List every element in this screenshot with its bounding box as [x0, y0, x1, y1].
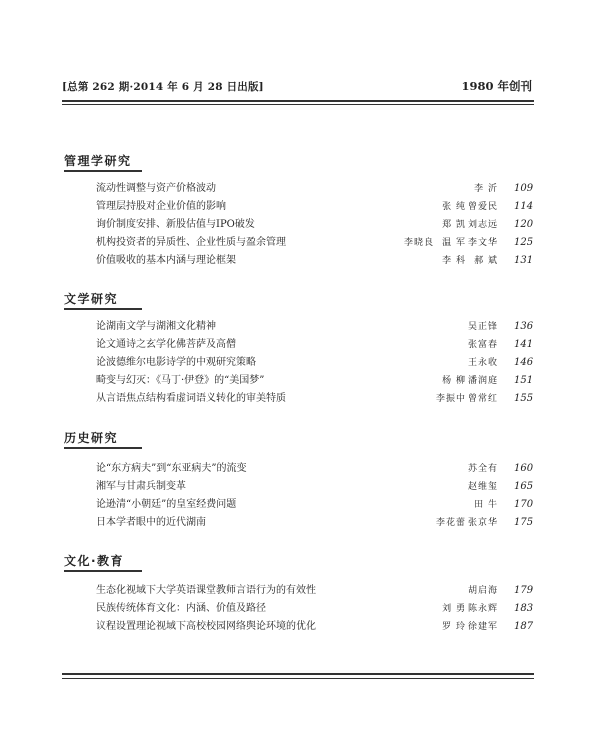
article-author: 张 纯: [442, 202, 466, 212]
list-item[interactable]: [96, 216, 540, 234]
page-number: 125: [514, 237, 534, 248]
article-author: 曾常红: [467, 394, 498, 404]
article-author: 胡启海: [467, 586, 498, 596]
article-author: 潘润庭: [467, 376, 498, 386]
article-title: 价值吸收的基本内涵与理论框架: [96, 255, 236, 266]
issue-info: [总第 262 期·2014 年 6 月 28 日出版]: [62, 80, 264, 93]
article-author: 张富春: [467, 340, 498, 350]
bottom-rule-thick: [62, 673, 534, 675]
page-number: 155: [514, 393, 534, 404]
article-title: 管理层持股对企业价值的影响: [96, 201, 226, 212]
article-author: 王永收: [467, 358, 498, 368]
list-item[interactable]: [96, 372, 540, 390]
article-author: 曾爱民: [467, 202, 498, 212]
article-title: 流动性调整与资产价格波动: [96, 183, 216, 194]
article-author: 李晓良: [403, 238, 434, 248]
bottom-rule-thin: [62, 678, 534, 679]
section-title-history: 历史研究: [64, 429, 118, 449]
list-item[interactable]: [96, 460, 540, 478]
article-title: 论文通诗之玄学化佛菩萨及高僧: [96, 339, 236, 350]
article-author: 苏全有: [467, 464, 498, 474]
page-number: 170: [514, 499, 534, 510]
list-item[interactable]: [96, 514, 540, 532]
page-number: 114: [514, 201, 534, 212]
article-author: 罗 玲: [442, 622, 466, 632]
article-author: 李花蕾: [435, 518, 466, 528]
article-author: 刘志远: [467, 220, 498, 230]
article-author: 李 科: [442, 256, 466, 266]
article-author: 郝 斌: [474, 256, 498, 266]
list-item[interactable]: [96, 496, 540, 514]
list-item[interactable]: [96, 478, 540, 496]
article-title: 从言语焦点结构看虚词语义转化的审美特质: [96, 393, 286, 404]
article-author: 徐建军: [467, 622, 498, 632]
article-author: 李振中: [435, 394, 466, 404]
page-number: 109: [514, 183, 534, 194]
list-item[interactable]: [96, 234, 540, 252]
page-number: 146: [514, 357, 534, 368]
page-number: 120: [514, 219, 534, 230]
section-title-culture-education: 文化·教育: [64, 552, 124, 572]
article-title: 湘军与甘肃兵制变革: [96, 481, 186, 492]
article-author: 田 牛: [474, 500, 498, 510]
article-author: 刘 勇: [442, 604, 466, 614]
article-title: 论波德维尔电影诗学的中观研究策略: [96, 357, 256, 368]
article-author: 赵维玺: [467, 482, 498, 492]
article-author: 李 沂: [474, 184, 498, 194]
article-author: 杨 柳: [442, 376, 466, 386]
page-number: 136: [514, 321, 534, 332]
page-header: [62, 76, 532, 96]
article-title: 论逊清“小朝廷”的皇室经费问题: [96, 499, 237, 510]
article-author: 张京华: [467, 518, 498, 528]
article-title: 机构投资者的异质性、企业性质与盈余管理: [96, 237, 286, 248]
article-title: 日本学者眼中的近代湖南: [96, 517, 206, 528]
list-item[interactable]: [96, 252, 540, 270]
list-item[interactable]: [96, 354, 540, 372]
article-title: 民族传统体育文化：内涵、价值及路径: [96, 603, 266, 614]
top-rule-thin: [62, 104, 534, 105]
page-number: 183: [514, 603, 534, 614]
article-title: 畸变与幻灭：《马丁·伊登》的“美国梦”: [96, 375, 265, 386]
list-item[interactable]: [96, 582, 540, 600]
article-title: 议程设置理论视域下高校校园网络舆论环境的优化: [96, 621, 316, 632]
list-item[interactable]: [96, 600, 540, 618]
section-title-management: 管理学研究: [64, 152, 132, 172]
page-number: 165: [514, 481, 534, 492]
page-number: 160: [514, 463, 534, 474]
page-number: 141: [514, 339, 534, 350]
top-rule-thick: [62, 100, 534, 102]
article-title: 询价制度安排、新股估值与IPO破发: [96, 219, 255, 230]
list-item[interactable]: [96, 618, 540, 636]
list-item[interactable]: [96, 180, 540, 198]
article-author: 李文华: [467, 238, 498, 248]
article-author: 吴正锋: [467, 322, 498, 332]
list-item[interactable]: [96, 336, 540, 354]
page-number: 131: [514, 255, 534, 266]
article-title: 论湖南文学与湖湘文化精神: [96, 321, 216, 332]
founded-year: 1980 年创刊: [461, 79, 532, 93]
article-title: 论“东方病夫”到“东亚病夫”的流变: [96, 463, 247, 474]
list-item[interactable]: [96, 318, 540, 336]
page-number: 179: [514, 585, 534, 596]
article-author: 郑 凯: [442, 220, 466, 230]
list-item[interactable]: [96, 390, 540, 408]
page-number: 151: [514, 375, 534, 386]
page-number: 175: [514, 517, 534, 528]
page-number: 187: [514, 621, 534, 632]
list-item[interactable]: [96, 198, 540, 216]
article-author: 陈永辉: [467, 604, 498, 614]
article-author: 温 军: [442, 238, 466, 248]
article-title: 生态化视域下大学英语课堂教师言语行为的有效性: [96, 585, 316, 596]
section-title-literature: 文学研究: [64, 290, 118, 310]
